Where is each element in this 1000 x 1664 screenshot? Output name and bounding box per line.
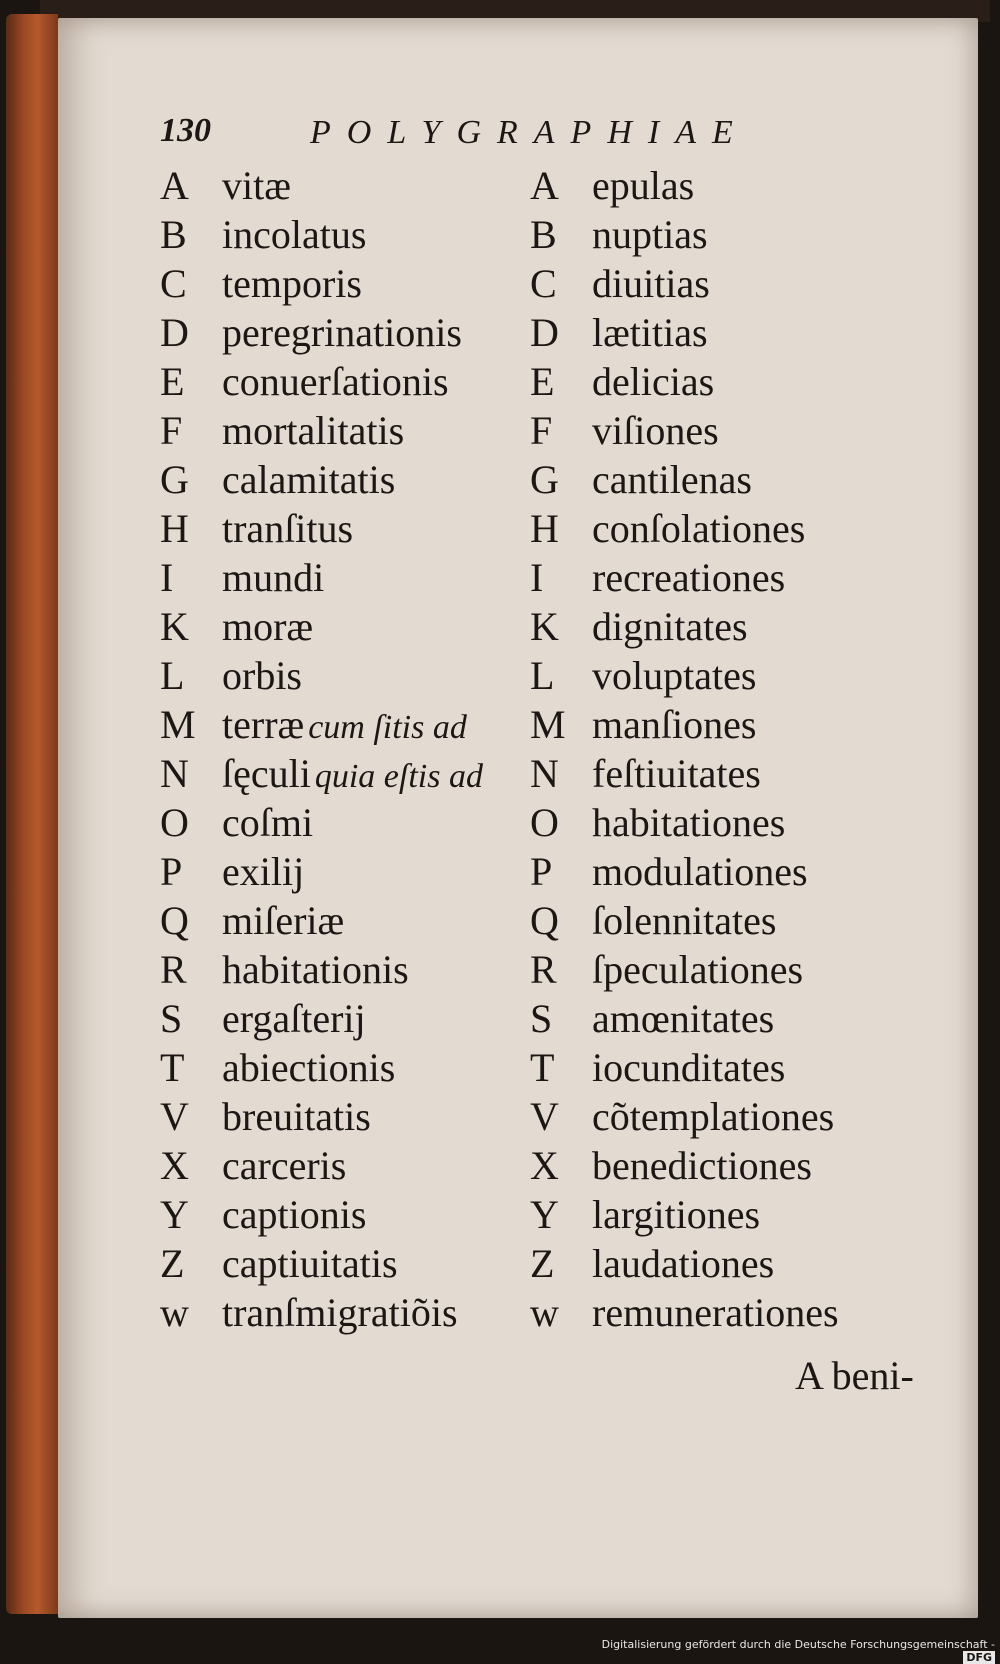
cipher-letter: S: [530, 996, 553, 1041]
cipher-letter: V: [160, 1094, 189, 1139]
cipher-row: [160, 750, 580, 799]
cipher-letter: P: [530, 849, 553, 894]
cipher-word-text: conſolationes: [592, 506, 806, 551]
cipher-row: [530, 1044, 950, 1093]
cipher-word: [592, 309, 708, 356]
cipher-word-text: largitiones: [592, 1192, 761, 1237]
cipher-word: [222, 407, 404, 454]
cipher-letter: C: [530, 261, 557, 306]
cipher-word: [222, 1142, 346, 1189]
cipher-letter: L: [530, 653, 555, 698]
cipher-word: [222, 211, 366, 258]
cipher-letter: X: [530, 1143, 559, 1188]
cipher-word: [592, 1093, 834, 1140]
cipher-word: [592, 1142, 812, 1189]
cipher-letter: T: [160, 1045, 185, 1090]
cipher-word: [592, 211, 708, 258]
cipher-letter: S: [160, 996, 183, 1041]
cipher-word-text: ſpeculationes: [592, 947, 804, 992]
cipher-word: [222, 456, 395, 503]
cipher-letter: D: [530, 310, 559, 355]
cipher-row: [160, 260, 580, 309]
cipher-letter: G: [160, 457, 189, 502]
cipher-word: [222, 995, 366, 1042]
cipher-word-text: abiectionis: [222, 1045, 396, 1090]
cipher-row: [160, 554, 580, 603]
cipher-letter: X: [160, 1143, 189, 1188]
cipher-letter: w: [530, 1290, 559, 1335]
cipher-word-text: ſęculi: [222, 751, 311, 796]
cipher-row: [160, 1289, 580, 1338]
cipher-row: [530, 1191, 950, 1240]
cipher-row: [530, 1289, 950, 1338]
cipher-word: [592, 162, 694, 209]
cipher-word: [222, 1044, 395, 1091]
cipher-word: [222, 309, 462, 356]
cipher-row: [160, 211, 580, 260]
cipher-letter: N: [160, 751, 189, 796]
cipher-letter: T: [530, 1045, 555, 1090]
cipher-letter: Y: [530, 1192, 559, 1237]
cipher-row: [530, 1142, 950, 1191]
cipher-word: [222, 603, 313, 650]
cipher-word-text: vitæ: [222, 163, 291, 208]
cipher-letter: R: [530, 947, 557, 992]
cipher-row: [160, 848, 580, 897]
running-title: POLYGRAPHIAE: [310, 114, 749, 151]
cipher-word-text: tranſmigratiõis: [222, 1290, 458, 1335]
cipher-word-text: peregrinationis: [222, 310, 462, 355]
cipher-word-text: mortalitatis: [222, 408, 405, 453]
cipher-word: [592, 701, 756, 748]
cipher-letter: I: [530, 555, 544, 600]
cipher-word-text: epulas: [592, 163, 695, 208]
cipher-letter: K: [530, 604, 559, 649]
cipher-word-text: incolatus: [222, 212, 367, 257]
cipher-word: [592, 799, 785, 846]
cipher-row: [160, 358, 580, 407]
cipher-word-text: lætitias: [592, 310, 708, 355]
cipher-word-text: nuptias: [592, 212, 708, 257]
cipher-word: [592, 652, 756, 699]
cipher-word: [222, 750, 483, 797]
cipher-letter: M: [530, 702, 566, 747]
cipher-word-text: moræ: [222, 604, 314, 649]
cipher-word-text: amœnitates: [592, 996, 775, 1041]
cipher-word-text: manſiones: [592, 702, 757, 747]
cipher-row: [160, 652, 580, 701]
cipher-word-text: dignitates: [592, 604, 748, 649]
cipher-word-text: cõtemplationes: [592, 1094, 835, 1139]
cipher-word: [592, 456, 752, 503]
cipher-word: [592, 505, 805, 552]
cipher-row: [160, 407, 580, 456]
cipher-letter: F: [160, 408, 183, 453]
cipher-letter: N: [530, 751, 559, 796]
cipher-word: [592, 1191, 760, 1238]
cipher-word-text: coſmi: [222, 800, 314, 845]
cipher-word: [222, 1191, 366, 1238]
cipher-word-text: calamitatis: [222, 457, 396, 502]
cipher-letter: B: [160, 212, 187, 257]
cipher-word: [592, 1240, 774, 1287]
cipher-word: [592, 358, 714, 405]
cipher-letter: M: [160, 702, 196, 747]
cipher-word-text: diuitias: [592, 261, 710, 306]
cipher-word-text: recreationes: [592, 555, 786, 600]
cipher-word: [592, 848, 808, 895]
cipher-word-text: ergaſterij: [222, 996, 366, 1041]
cipher-letter: Z: [530, 1241, 555, 1286]
cipher-row: [530, 603, 950, 652]
cipher-row: [530, 554, 950, 603]
italic-phrase: cum ſitis ad: [308, 709, 467, 746]
cipher-letter: E: [530, 359, 555, 404]
cipher-word: [222, 701, 467, 748]
cipher-word-text: miſeriæ: [222, 898, 345, 943]
cipher-word-text: iocunditates: [592, 1045, 786, 1090]
cipher-row: [160, 1191, 580, 1240]
cipher-row: [160, 995, 580, 1044]
cipher-row: [530, 407, 950, 456]
cipher-word: [222, 897, 344, 944]
cipher-row: [160, 505, 580, 554]
cipher-row: [160, 1093, 580, 1142]
cipher-letter: H: [160, 506, 189, 551]
cipher-word: [592, 897, 776, 944]
cipher-row: [160, 946, 580, 995]
cipher-row: [530, 309, 950, 358]
cipher-row: [160, 603, 580, 652]
cipher-letter: P: [160, 849, 183, 894]
cipher-letter: O: [530, 800, 559, 845]
cipher-word-text: feſtiuitates: [592, 751, 761, 796]
cipher-word-text: modulationes: [592, 849, 808, 894]
cipher-word: [222, 652, 302, 699]
cipher-row: [530, 946, 950, 995]
cipher-word-text: terræ: [222, 702, 305, 747]
cipher-letter: A: [160, 163, 189, 208]
cipher-row: [160, 1240, 580, 1289]
cipher-word-text: habitationes: [592, 800, 786, 845]
cipher-row: [160, 456, 580, 505]
cipher-row: [530, 1240, 950, 1289]
cipher-word-text: captionis: [222, 1192, 367, 1237]
cipher-row: [160, 1044, 580, 1093]
cipher-letter: V: [530, 1094, 559, 1139]
cipher-row: [530, 358, 950, 407]
cipher-letter: Q: [160, 898, 189, 943]
cipher-row: [530, 995, 950, 1044]
cipher-word: [592, 1289, 839, 1336]
cipher-word: [592, 750, 761, 797]
dfg-logo: DFG: [963, 1651, 995, 1664]
cipher-letter: I: [160, 555, 174, 600]
cipher-word-text: captiuitatis: [222, 1241, 398, 1286]
cipher-row: [530, 848, 950, 897]
credit-text: Digitalisierung gefördert durch die Deutsche Forschungsgemeinschaft -: [601, 1638, 995, 1651]
cipher-row: [160, 701, 580, 750]
cipher-word-text: mundi: [222, 555, 325, 600]
cipher-word-text: ſolennitates: [592, 898, 777, 943]
cipher-word: [592, 995, 774, 1042]
cipher-word-text: temporis: [222, 261, 362, 306]
page-header: [160, 112, 800, 162]
cipher-row: [160, 897, 580, 946]
cipher-word-text: carceris: [222, 1143, 347, 1188]
cipher-word: [592, 1044, 785, 1091]
cipher-word: [222, 505, 353, 552]
cipher-row: [530, 211, 950, 260]
cipher-word: [222, 260, 362, 307]
cipher-word-text: voluptates: [592, 653, 757, 698]
cipher-letter: G: [530, 457, 559, 502]
cipher-column-left: [160, 162, 580, 1338]
book-spine-edge: [6, 14, 58, 1614]
cipher-row: [530, 260, 950, 309]
cipher-letter: B: [530, 212, 557, 257]
cipher-word-text: conuerſationis: [222, 359, 449, 404]
cipher-word: [222, 1240, 398, 1287]
cipher-letter: K: [160, 604, 189, 649]
cipher-word-text: tranſitus: [222, 506, 354, 551]
cipher-row: [530, 701, 950, 750]
cipher-word: [222, 162, 291, 209]
cipher-letter: R: [160, 947, 187, 992]
catchword: A beni-: [795, 1353, 914, 1398]
cipher-word-text: cantilenas: [592, 457, 752, 502]
cipher-row: [530, 456, 950, 505]
cipher-word: [592, 603, 748, 650]
cipher-row: [530, 162, 950, 211]
cipher-row: [530, 1093, 950, 1142]
cipher-word: [222, 799, 313, 846]
digitization-credit: [600, 1638, 995, 1664]
cipher-letter: F: [530, 408, 553, 453]
cipher-row: [160, 799, 580, 848]
page-number: 130: [160, 112, 211, 149]
cipher-word-text: habitationis: [222, 947, 409, 992]
cipher-word: [592, 554, 785, 601]
cipher-word: [592, 407, 719, 454]
cipher-word-text: delicias: [592, 359, 715, 404]
cipher-word-text: remunerationes: [592, 1290, 839, 1335]
cipher-word: [222, 554, 324, 601]
cipher-letter: C: [160, 261, 187, 306]
cipher-letter: E: [160, 359, 185, 404]
cipher-row: [160, 309, 580, 358]
cipher-letter: D: [160, 310, 189, 355]
cipher-letter: Q: [530, 898, 559, 943]
cipher-word-text: exilij: [222, 849, 305, 894]
cipher-row: [530, 505, 950, 554]
cipher-word: [592, 260, 710, 307]
cipher-letter: w: [160, 1290, 189, 1335]
cipher-word: [222, 946, 409, 993]
cipher-letter: O: [160, 800, 189, 845]
cipher-word-text: laudationes: [592, 1241, 775, 1286]
italic-phrase: quia eſtis ad: [314, 758, 483, 795]
cipher-row: [530, 750, 950, 799]
cipher-word-text: benedictiones: [592, 1143, 812, 1188]
cipher-word-text: breuitatis: [222, 1094, 371, 1139]
cipher-word: [592, 946, 803, 993]
cipher-word: [222, 358, 449, 405]
cipher-row: [530, 652, 950, 701]
cipher-row: [530, 897, 950, 946]
cipher-column-right: [530, 162, 950, 1338]
cipher-row: [530, 799, 950, 848]
cipher-word: [222, 1093, 371, 1140]
cipher-word-text: orbis: [222, 653, 302, 698]
cipher-word: [222, 1289, 458, 1336]
cipher-letter: Z: [160, 1241, 185, 1286]
cipher-letter: L: [160, 653, 185, 698]
cipher-word-text: viſiones: [592, 408, 719, 453]
cipher-word: [222, 848, 304, 895]
cipher-letter: H: [530, 506, 559, 551]
cipher-row: [160, 1142, 580, 1191]
cipher-letter: Y: [160, 1192, 189, 1237]
cipher-letter: A: [530, 163, 559, 208]
cipher-row: [160, 162, 580, 211]
